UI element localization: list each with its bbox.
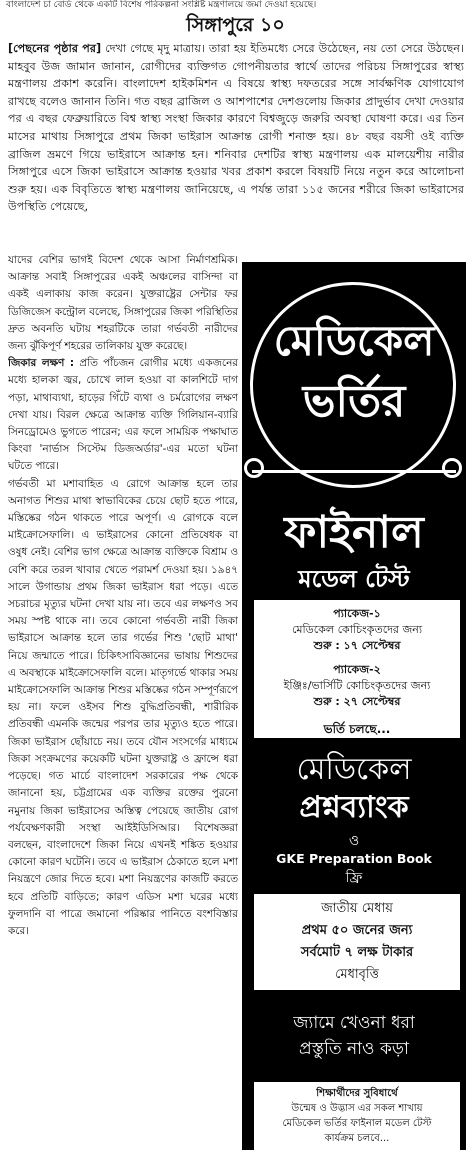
article-column <box>8 252 238 1152</box>
package-1-start: শুরু : ১৭ সেপ্টেম্বর <box>313 639 401 652</box>
article-paragraph-1: যাদের বেশির ভাগই বিদেশ থেকে আসা নির্মাণশ্রমিক। আক্রান্ত সবাই সিঙ্গাপুরের একই অঞ্চলের বাসিন্দা বা একই এলাকায় কাজ করেন। যুক্তরাষ্ট্রের সেন্টার ফর ডিজিজেস কন্ট্রোল বলেছে, সিঙ্গাপুরের জিকা পরিস্থিতির দ্রুত অবনতি ঘটায় শহরটিকে তারা গর্ভবতী নারীদের জন্য ঝুঁকিপূর্ণ শহরের তালিকায় যুক্ত করেছে। <box>8 254 238 353</box>
symptoms-text: প্রতি পাঁচজন রোগীর মধ্যে একজনের মধ্যে হালকা জ্বর, চোখে লাল হওয়া বা কালশিটে দাগ পড়া, মাথাব্যথা, হাড়ের গিঁটে ব্যথা ও চর্মরোগের লক্ষণ দেখা যায়। বিরল ক্ষেত্রে আক্রান্ত ব্যক্তি গিলিয়ান-ব্যারি সিনড্রোমেও ভুগতে পারেন; এর ফলে সাময়িক পক্ষাঘাত কিংবা 'নার্ভাস সিস্টেম ডিজঅর্ডার'-এর মতো ঘটনা ঘটতে পারে। <box>8 357 238 473</box>
note-line-3: মেডিকেল ভর্তির ফাইনাল মডেল টেস্ট <box>282 1118 432 1129</box>
package-1-desc: মেডিকেল কোচিংকৃতদের জন্য <box>291 623 423 636</box>
jam-slogan-line-2: প্রস্তুতি নাও কড়া <box>299 1039 409 1059</box>
lead-text: দেখা গেছে মৃদু মাত্রায়। তারা হয় ইতিমধ্যে সেরে উঠেছেন, নয় তো সেরে উঠছেন। মাহবুব উজ জামান জানান, রোগীদের ব্যক্তিগত গোপনীয়তার স্বার্থে তাদের পরিচয় সিঙ্গাপুরের স্বাস্থ্য মন্ত্রণালয় প্রকাশ করেনি। বাংলাদেশ হাইকমিশন এ বিষয়ে স্বাস্থ্য দফতরের সঙ্গে সার্বক্ষণিক যোগাযোগ রাখছে বলেও জানান তিনি। গত বছর ব্রাজিল ও আশপাশের দেশগুলোয় জিকার প্রাদুর্ভাব দেখা দেওয়ার পর এ বছর ফেব্রুয়ারিতে বিশ্ব স্বাস্থ্য সংস্থা জিকার কারণে বিশ্বজুড়ে জরুরি অবস্থা ঘোষণা করে। এর তিন মাসের মাথায় সিঙ্গাপুরে প্রথম জিকা ভাইরাস আক্রান্ত রোগী শনাক্ত হয়। ৪৮ বছর বয়সী ওই ব্যক্তি ব্রাজিল ভ্রমণে গিয়ে ভাইরাসে আক্রান্ত হন। শনিবার দেশটির স্বাস্থ্য মন্ত্রণালয় এক মালয়েশীয় নারীর সিঙ্গাপুরে এসে জিকা ভাইরাসে আক্রান্ত হওয়ার খবর প্রকাশ করলে বিষয়টি নিয়ে নতুন করে আলোচনা শুরু হয়। এক বিবৃতিতে স্বাস্থ্য মন্ত্রণালয় জানিয়েছে, এ পর্যন্ত তারা ১১৫ জনের শরীরে জিকা ভাইরাসের উপস্থিতি পেয়েছে, <box>8 42 464 214</box>
gke-book-label: GKE Preparation Book <box>276 851 432 866</box>
note-line-1: শিক্ষার্থীদের সুবিধার্থে <box>316 1088 398 1099</box>
scholarship-line-3: সর্বমোট ৭ লক্ষ টাকার <box>300 945 414 960</box>
jam-slogan-line-1: জ্যামে খেওনা ধরা <box>293 1013 415 1033</box>
admission-status: ভর্তি চলছে... <box>254 720 460 738</box>
article-lead-block <box>8 40 464 252</box>
ad-note-box <box>254 1082 460 1150</box>
scholarship-box <box>254 894 460 990</box>
stethoscope-earpiece-icon <box>244 458 264 478</box>
ad-circle-line-2: ভর্তির <box>302 376 406 427</box>
stethoscope-tube-icon <box>252 470 456 473</box>
medical-admission-ad <box>242 262 466 1150</box>
top-strip-text: বাংলাদেশ চা বোর্ড থেকে একটি বিশেষ পরিকল্পনা সংশ্লিষ্ট মন্ত্রণালয়ে জমা দেওয়া হয়েছে। <box>6 0 317 10</box>
package-2-desc: ইঞ্জিঃ/ভার্সিটি কোচিংকৃতদের জন্য <box>283 679 431 692</box>
stethoscope-chestpiece-icon <box>442 458 462 478</box>
question-bank-line-2: প্রশ্নব্যাংক <box>299 790 409 825</box>
continued-tag: [পেছনের পৃষ্ঠার পর] <box>8 42 102 55</box>
package-box <box>254 600 460 720</box>
ad-final-title: ফাইনাল <box>284 507 424 558</box>
free-label: ফ্রি <box>345 870 363 886</box>
article-paragraph-3: গর্ভবতী মা মশাবাহিত এ রোগে আক্রান্ত হলে তার অনাগত শিশুর মাথা স্বাভাবিকের চেয়ে ছোট হতে পারে, মস্তিষ্কের গঠন থাকতে পারে অপূর্ণ। এ রোগকে বলে মাইক্রোসেফালি। এ ভাইরাসের কোনো প্রতিষেধক বা ওষুধ নেই। বেশির ভাগ ক্ষেত্রে আক্রান্ত ব্যক্তিকে বিশ্রাম ও বেশি করে তরল খাবার খেতে পরামর্শ দেওয়া হয়। ১৯৪৭ সালে উগান্ডায় প্রথম জিকা ভাইরাস ধরা পড়ে। এতে সচরাচর মৃত্যুর ঘটনা দেখা যায় না। তবে এর লক্ষণও সব সময় স্পষ্ট থাকে না। তবে কোনো গর্ভবতী নারী জিকা ভাইরাসে আক্রান্ত হলে তার গর্ভের শিশু 'ছোট মাথা' নিয়ে জন্মাতে পারে। চিকিৎসাবিজ্ঞানের ভাষায় শিশুদের এ অবস্থাকে মাইক্রোসেফালি বলে। মাতৃগর্ভে থাকার সময় মাইক্রোসেফালি আক্রান্ত শিশুর মস্তিষ্কের গঠন সম্পূর্ণরূপে হয় না। ফলে ওইসব শিশু বুদ্ধিপ্রতিবন্ধী, শারীরিক প্রতিবন্ধী এমনকি জন্মের পরপর তার মৃত্যুও হতে পারে। জিকা ভাইরাস ছোঁয়াচে নয়। তবে যৌন সংসর্গের মাধ্যমে জিকা সংক্রমণের কয়েকটি ঘটনা যুক্তরাষ্ট্র ও ফ্রান্সে ধরা পড়েছে। গত মার্চে বাংলাদেশ সরকারের পক্ষ থেকে জানানো হয়, চট্টগ্রামের এক ব্যক্তির রক্তের পুরনো নমুনায় জিকা ভাইরাসের অস্তিত্ব পেয়েছে জাতীয় রোগ পর্যবেক্ষণকারী সংস্থা আইইডিসিআর। বিশেষজ্ঞরা বলছেন, বাংলাদেশে জিকা নিয়ে এখনই শঙ্কিত হওয়ার কোনো কারণ ঘটেনি। তবে এ ভাইরাস ঠেকাতে হলে মশা নিয়ন্ত্রণে জোর দিতে হবে। মশা নিয়ন্ত্রণের কাজটি করতে হবে প্রতিটি বাড়িতে; কারণ এডিস মশা ঘরের মধ্যে ফুলদানি বা পাত্রে জমানো পরিষ্কার পানিতে বংশবিস্তার করে। <box>8 477 238 937</box>
article-lead-paragraph <box>8 40 464 216</box>
ad-model-test: মডেল টেস্ট <box>298 565 410 593</box>
symptoms-label: জিকার লক্ষণ : <box>8 357 75 370</box>
scholarship-line-4: মেধাবৃত্তি <box>335 967 379 982</box>
note-line-4: কার্যক্রম চলবে... <box>324 1133 390 1144</box>
package-2-name: প্যাকেজ-২ <box>333 663 381 676</box>
ad-and: ও <box>348 833 360 849</box>
question-bank-line-1: মেডিকেল <box>296 752 412 787</box>
scholarship-line-1: জাতীয় মেধায় <box>321 901 393 916</box>
article-headline: সিঙ্গাপুরে ১০ <box>186 14 285 36</box>
package-1-name: প্যাকেজ-১ <box>333 607 381 620</box>
ad-circle-line-1: মেডিকেল <box>273 316 435 365</box>
note-line-2: উন্মেষ ও উদ্ভাস এর সকল শাখায় <box>291 1103 423 1114</box>
package-2-start: শুরু : ২৭ সেপ্টেম্বর <box>313 695 401 708</box>
article-paragraph-2 <box>8 355 238 475</box>
scholarship-line-2: প্রথম ৫০ জনের জন্য <box>301 923 413 938</box>
